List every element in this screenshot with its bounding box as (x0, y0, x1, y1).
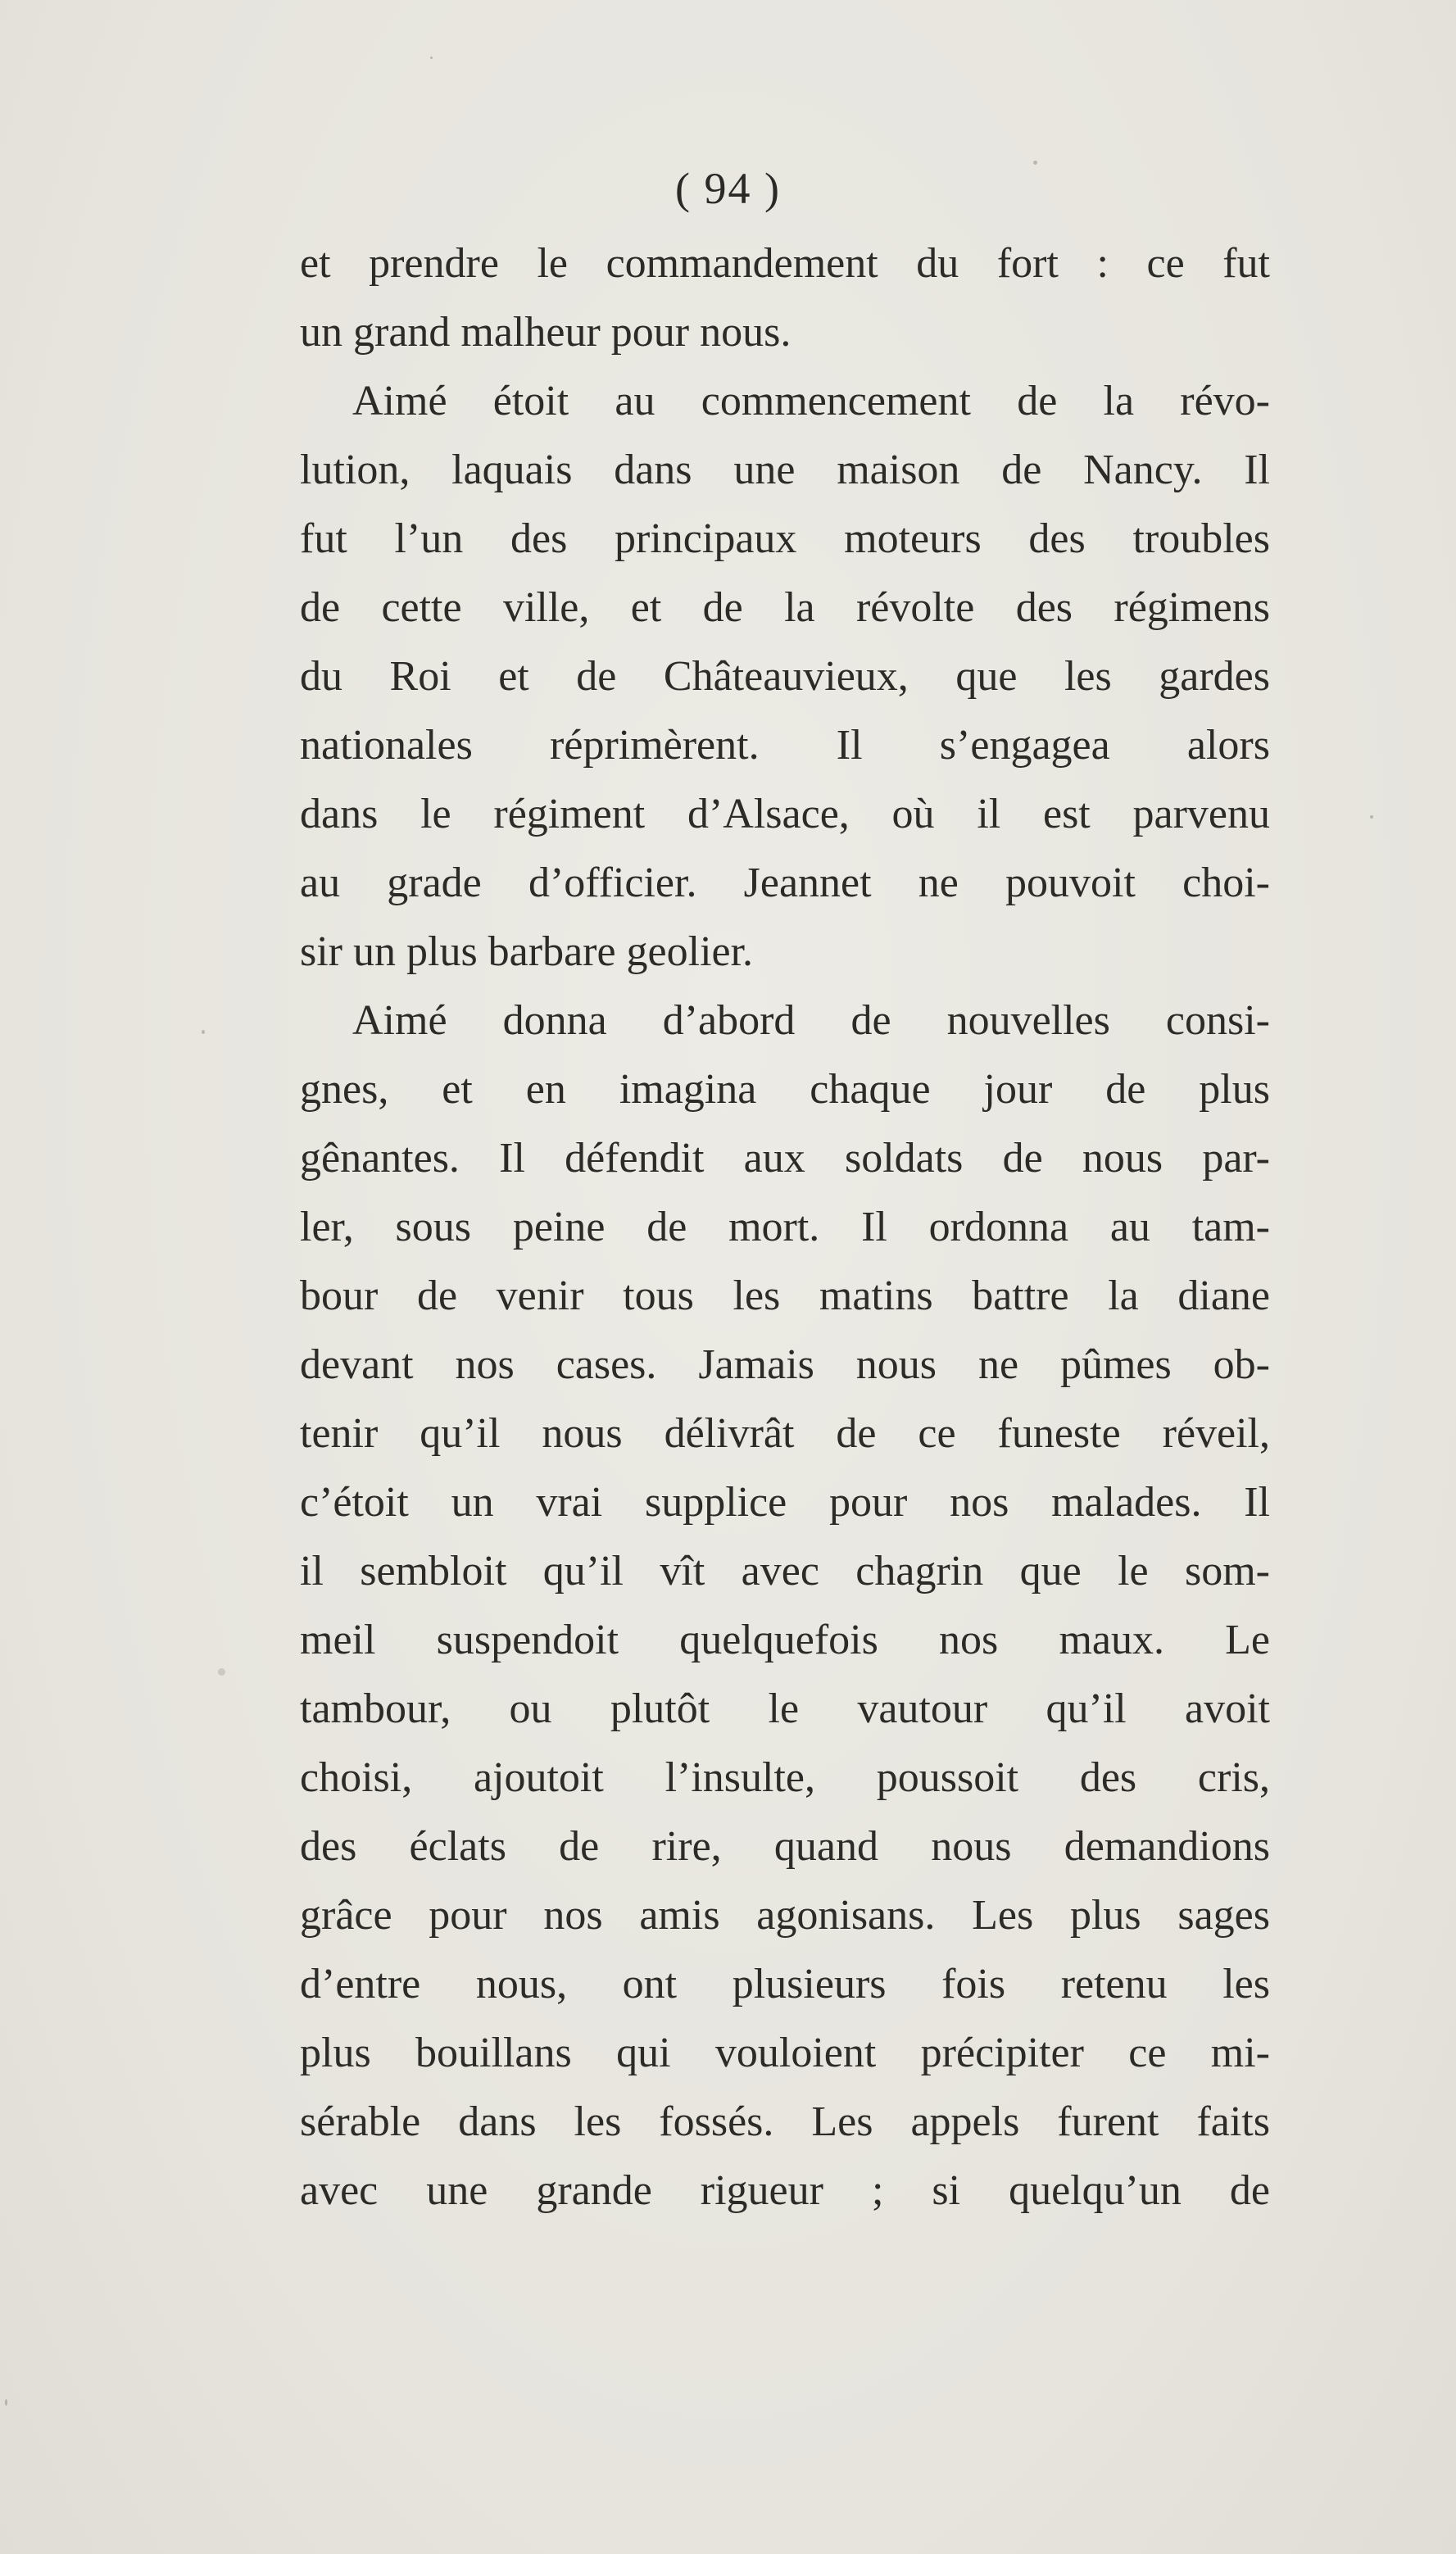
text-line: tenir qu’il nous délivrât de ce funeste réveil, (300, 1410, 1270, 1457)
text-line: nationales réprimèrent. Il s’engagea alors (300, 722, 1270, 769)
text-line: Aimé donna d’abord de nouvelles consi- (352, 997, 1270, 1044)
text-line: c’étoit un vrai supplice pour nos malades. Il (300, 1479, 1270, 1526)
text-line: et prendre le commandement du fort : ce fut (300, 240, 1270, 287)
paper-speck (218, 1668, 225, 1676)
text-line: meil suspendoit quelquefois nos maux. Le (300, 1617, 1270, 1663)
text-line: gnes, et en imagina chaque jour de plus (300, 1066, 1270, 1113)
paper-speck (1370, 815, 1373, 819)
paper-speck (202, 1030, 205, 1034)
text-line: sérable dans les fossés. Les appels furent faits (300, 2098, 1270, 2145)
text-line: tambour, ou plutôt le vautour qu’il avoit (300, 1685, 1270, 1732)
text-line: ler, sous peine de mort. Il ordonna au tam- (300, 1204, 1270, 1250)
text-line: lution, laquais dans une maison de Nancy. Il (300, 447, 1270, 493)
text-line: devant nos cases. Jamais nous ne pûmes ob- (300, 1341, 1270, 1388)
text-line: il sembloit qu’il vît avec chagrin que le som- (300, 1548, 1270, 1595)
page-number: ( 94 ) (675, 164, 781, 213)
text-line: bour de venir tous les matins battre la diane (300, 1272, 1270, 1319)
text-line: d’entre nous, ont plusieurs fois retenu les (300, 1961, 1270, 2007)
text-line: un grand malheur pour nous. (300, 309, 792, 356)
paper-speck (1033, 161, 1037, 165)
text-line: des éclats de rire, quand nous demandions (300, 1823, 1270, 1870)
text-line: fut l’un des principaux moteurs des troubles (300, 515, 1270, 562)
paper-speck (5, 2399, 7, 2406)
paper-speck (430, 57, 433, 59)
text-line: Aimé étoit au commencement de la révo- (352, 378, 1270, 424)
text-line: sir un plus barbare geolier. (300, 928, 754, 975)
text-line: dans le régiment d’Alsace, où il est parvenu (300, 791, 1270, 837)
text-line: grâce pour nos amis agonisans. Les plus sages (300, 1892, 1270, 1939)
text-line: plus bouillans qui vouloient précipiter ce mi- (300, 2030, 1270, 2076)
text-line: de cette ville, et de la révolte des régimens (300, 584, 1270, 631)
text-line: choisi, ajoutoit l’insulte, poussoit des cris, (300, 1754, 1270, 1801)
text-line: du Roi et de Châteauvieux, que les gardes (300, 653, 1270, 700)
body-text (300, 229, 1270, 2225)
text-line: avec une grande rigueur ; si quelqu’un de (300, 2167, 1270, 2214)
text-line: au grade d’officier. Jeannet ne pouvoit choi- (300, 860, 1270, 906)
text-line: gênantes. Il défendit aux soldats de nous par- (300, 1135, 1270, 1182)
